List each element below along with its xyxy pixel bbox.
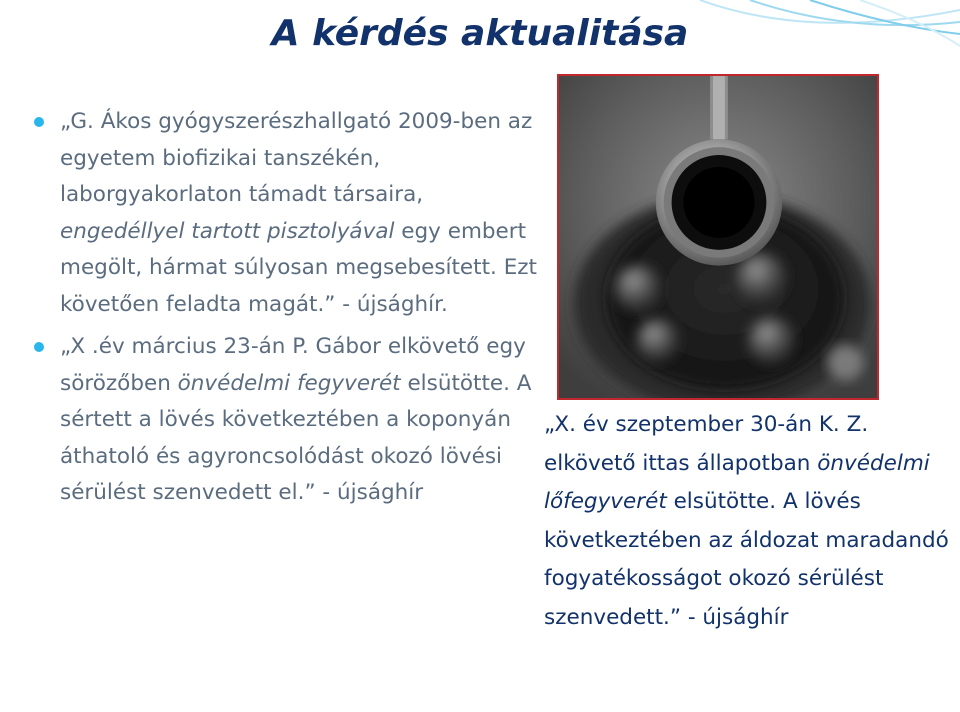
slide-title: A kérdés aktualitása	[271, 13, 689, 54]
quote-3-italic: önvédelmi lőfegyverét	[544, 450, 930, 515]
bullet-dot-icon	[34, 117, 44, 127]
quote-2-tail: elsütötte. A sértett a lövés következtében a koponyán áthatoló és agyroncsolódást okozó lövési sérülést szenvedett el.” - újsághír	[60, 370, 532, 505]
right-column	[544, 406, 954, 638]
quote-3-lead: „X. év szeptember 30-án K. Z. elkövető ittas állapotban	[544, 412, 869, 476]
left-column	[34, 104, 539, 512]
quote-1-italic: engedéllyel tartott pisztolyával	[60, 218, 395, 244]
revolver-muzzle-image	[559, 76, 877, 398]
news-quote-2	[60, 329, 539, 512]
bullet-item-2	[34, 329, 539, 512]
quote-3-tail: elsütötte. A lövés következtében az áldozat maradandó fogyatékosságot okozó sérülést szenvedett.” - újsághír	[544, 489, 949, 630]
quote-2-lead: „X .év március 23-án P. Gábor elkövető egy sörözőben	[60, 334, 526, 396]
news-quote-3	[544, 406, 954, 638]
quote-1-lead: „G. Ákos gyógyszerészhallgató 2009-ben az egyetem biofizikai tanszékén, laborgyakorlaton támadt társaira,	[60, 109, 533, 207]
revolver-photo	[557, 74, 879, 400]
bullet-item-1	[34, 104, 539, 323]
quote-2-italic: önvédelmi fegyverét	[177, 370, 401, 396]
bullet-dot-icon	[34, 342, 44, 352]
news-quote-1	[60, 104, 539, 323]
quote-1-tail: egy embert megölt, hármat súlyosan megsebesített. Ezt követően feladta magát.” - újsághír.	[60, 218, 537, 317]
